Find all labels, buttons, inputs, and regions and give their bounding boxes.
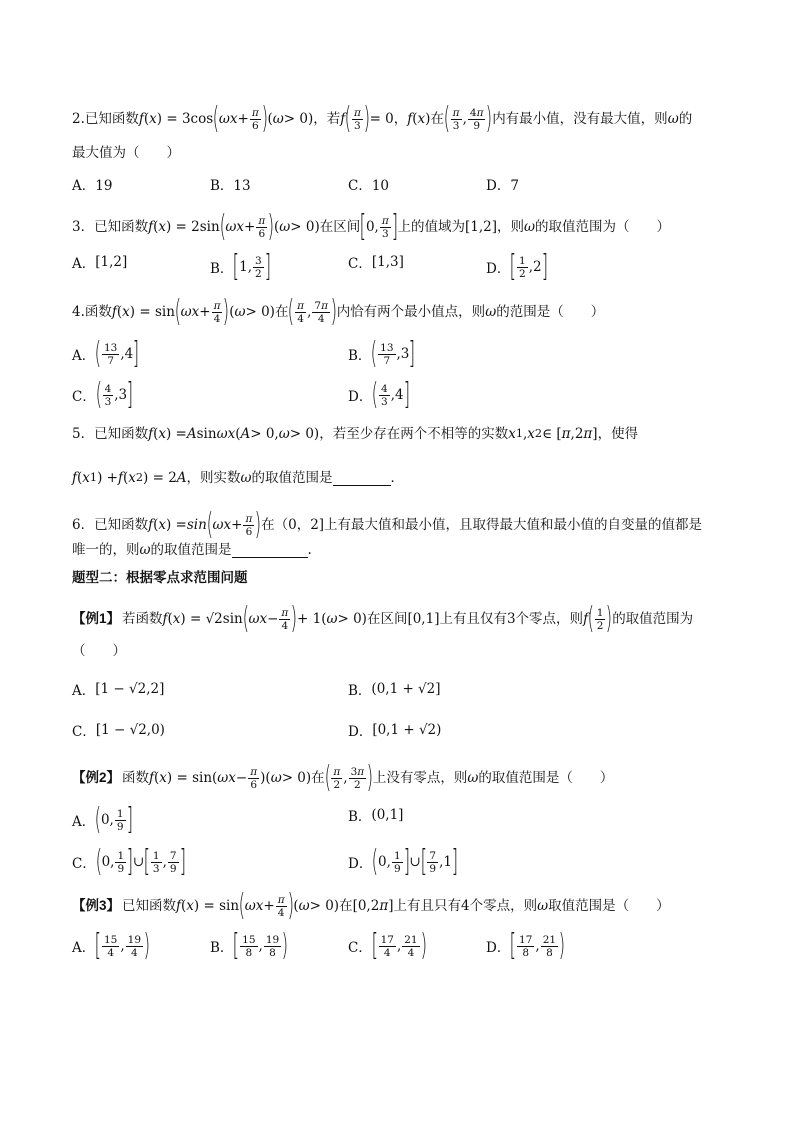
- example-3-stem: 【例3】 已知函数 f ( x ) = sin ( ωx + $\frac{\pi}{4}$ ) ( ω > 0) 在 [0,2 π ] 上有且只有4个零点，则 ω 取值范围是（ ）: [72, 888, 670, 923]
- option-d[interactable]: D．7: [486, 178, 519, 194]
- problem-2-stem-cont: 最大值为（ ）: [72, 145, 180, 161]
- option-c[interactable]: C．10: [348, 178, 390, 194]
- option-a[interactable]: A． ( $\frac{13}{7}$ ,4 ]: [72, 336, 140, 371]
- option-a[interactable]: A． [1 − √2,2]: [72, 681, 165, 699]
- problem-3-stem: 3．已知函数 f ( x ) = 2sin ( ωx + $\frac{\pi}{6}$ ) ( ω > 0) 在区间 [ 0, $\frac{\pi}{3}$ ] 上的值域为 [1,2] ，则 ω 的取值范围为（ ）: [72, 209, 671, 244]
- option-b[interactable]: B． ( $\frac{13}{7}$ ,3 ]: [348, 336, 416, 371]
- option-c[interactable]: C． [1,3]: [348, 254, 404, 272]
- example-1-stem: 【例1】 若函数 f ( x ) = √2sin ( ωx − $\frac{\pi}{4}$ ) + 1( ω > 0) 在区间 [0,1] 上有且仅有3个零点，则 f ( $\frac{1}{2}$ ) 的取值范围为: [72, 601, 694, 636]
- problem-4-stem: 4.函数 f ( x ) = sin ( ωx + $\frac{\pi}{4}$ ) ( ω > 0) 在 ( $\frac{\pi}{4}$ , $\frac{7\pi}{4}$ ) 内恰有两个最小值点，则 ω 的范围是（ ）: [72, 294, 605, 329]
- option-d[interactable]: D． ( $\frac{4}{3}$ ,4 ]: [348, 377, 410, 412]
- problem-5-stem: 5．已知函数 f ( x ) = A sin ωx ( A > 0, ω > 0) ，若至少存在两个不相等的实数 x 1 , x 2 ∈ [ π ,2 π ] ，使得: [72, 426, 639, 442]
- option-a[interactable]: A． [1,2]: [72, 254, 128, 272]
- option-a[interactable]: A．19: [72, 178, 113, 194]
- answer-blank[interactable]: [333, 471, 391, 486]
- section-heading: 题型二：根据零点求范围问题: [72, 570, 248, 585]
- option-d[interactable]: D． [ $\frac{17}{8}$ , $\frac{21}{8}$ ): [486, 928, 566, 963]
- option-c[interactable]: C． [ $\frac{17}{4}$ , $\frac{21}{4}$ ): [348, 928, 427, 963]
- option-c[interactable]: C． ( 0, $\frac{1}{9}$ ] ∪ [ $\frac{1}{3}$ , $\frac{7}{9}$ ]: [72, 844, 186, 879]
- problem-6-stem-cont: 唯一的，则 ω 的取值范围是 .: [72, 542, 312, 558]
- option-c[interactable]: C． ( $\frac{4}{3}$ ,3 ]: [72, 377, 134, 412]
- option-b[interactable]: B． [ $\frac{15}{8}$ , $\frac{19}{8}$ ): [210, 928, 289, 963]
- option-d[interactable]: D． [ $\frac{1}{2}$ ,2 ]: [486, 249, 548, 284]
- option-c[interactable]: C． [1 − √2,0): [72, 722, 165, 740]
- option-a[interactable]: A． [ $\frac{15}{4}$ , $\frac{19}{4}$ ): [72, 928, 151, 963]
- option-b[interactable]: B． [ 1, $\frac{3}{2}$ ]: [210, 249, 271, 284]
- option-b[interactable]: B． (0,1]: [348, 807, 404, 825]
- problem-6-stem: 6．已知函数 f ( x ) = sin ( ωx + $\frac{\pi}{6}$ ) 在（0，2]上有最大值和最小值，且取得最大值和最小值的自变量的值都是: [72, 507, 703, 542]
- example-2-stem: 【例2】 函数 f ( x ) = sin( ωx − $\frac{\pi}{6}$ )( ω > 0) 在 ( $\frac{\pi}{2}$ , $\frac{3\pi}{2}$ ) 上没有零点，则 ω 的取值范围是（ ）: [72, 760, 614, 795]
- problem-5-stem-cont: f ( x 1 ) + f ( x 2 ) = 2 A ，则实数 ω 的取值范围是 ．: [72, 470, 405, 486]
- answer-blank[interactable]: [232, 543, 308, 558]
- option-a[interactable]: A． ( 0, $\frac{1}{9}$ ]: [72, 802, 133, 837]
- option-d[interactable]: D． ( 0, $\frac{1}{9}$ ] ∪ [ $\frac{7}{9}$ ,1 ]: [348, 844, 459, 879]
- option-d[interactable]: D． [0,1 + √2): [348, 722, 442, 740]
- example-1-stem-cont: （ ）: [72, 643, 126, 659]
- option-b[interactable]: B． (0,1 + √2]: [348, 681, 441, 699]
- problem-2-stem: 2.已知函数 f ( x ) = 3cos ( ωx + $\frac{\pi}{6}$ ) ( ω > 0) ，若 f ( $\frac{\pi}{3}$ ) = 0 ， f ( x )在 ( $\frac{\pi}{3}$ , $\frac{4\pi}{9}$ ) 内有最小值，没有最大值，则 ω 的: [72, 101, 693, 136]
- option-b[interactable]: B．13: [210, 178, 251, 194]
